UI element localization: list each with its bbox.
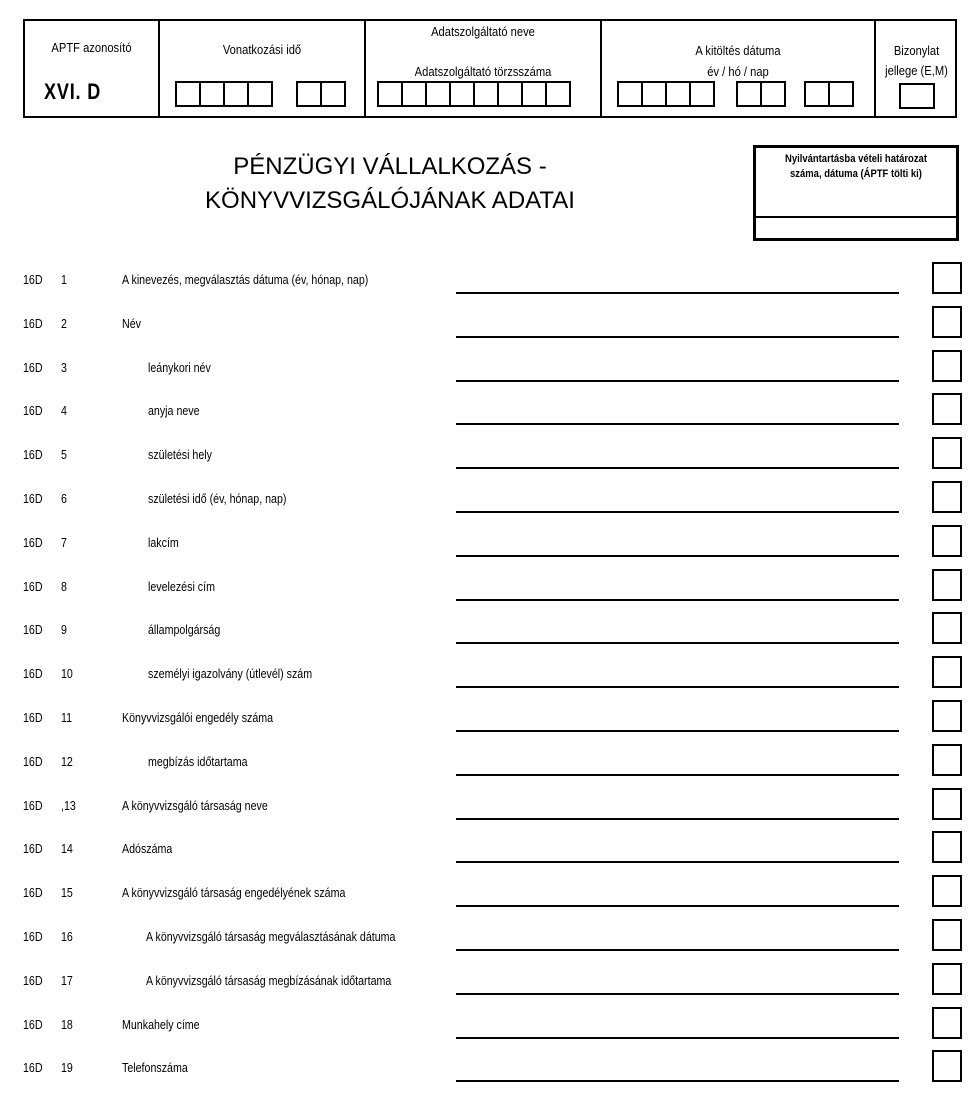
row-number: 17: [61, 972, 73, 988]
row-answer-line[interactable]: [456, 1080, 899, 1082]
fill-date-year-boxes[interactable]: [617, 81, 713, 107]
row-number: 10: [61, 666, 73, 682]
row-label: állampolgárság: [148, 622, 221, 638]
row-number: 18: [61, 1016, 73, 1032]
aptf-label: APTF azonosító: [51, 40, 132, 55]
form-row: [0, 700, 978, 744]
form-row: [0, 612, 978, 656]
row-number: 14: [61, 841, 73, 857]
doc-type-box[interactable]: [899, 83, 933, 109]
row-label: Telefonszáma: [122, 1060, 188, 1076]
registration-divider: [756, 216, 956, 218]
row-checkbox[interactable]: [932, 788, 962, 820]
form-row: [0, 788, 978, 832]
form-row: [0, 262, 978, 306]
row-checkbox[interactable]: [932, 481, 962, 513]
row-code: 16D: [23, 929, 43, 944]
row-label: A kinevezés, megválasztás dátuma (év, hónap, nap): [122, 272, 369, 287]
form-row: [0, 744, 978, 788]
row-label: Adószáma: [122, 841, 173, 857]
row-label: Könyvvizsgálói engedély száma: [122, 710, 274, 725]
row-code: 16D: [23, 1060, 43, 1076]
row-label: születési idő (év, hónap, nap): [148, 491, 287, 506]
row-label: A könyvvizsgáló társaság megbízásának időtartama: [146, 972, 392, 988]
row-checkbox[interactable]: [932, 306, 962, 338]
row-code: 16D: [23, 710, 43, 725]
registration-box[interactable]: [753, 145, 959, 241]
row-answer-line[interactable]: [456, 686, 899, 688]
row-checkbox[interactable]: [932, 963, 962, 995]
row-label: személyi igazolvány (útlevél) szám: [148, 666, 313, 682]
row-label: Munkahely címe: [122, 1016, 200, 1032]
fill-date-day-boxes[interactable]: [804, 81, 852, 107]
title-line-1: PÉNZÜGYI VÁLLALKOZÁS -: [233, 153, 547, 180]
form-row: [0, 437, 978, 481]
form-row: [0, 525, 978, 569]
row-checkbox[interactable]: [932, 569, 962, 601]
row-code: 16D: [23, 885, 43, 901]
row-answer-line[interactable]: [456, 511, 899, 513]
row-answer-line[interactable]: [456, 336, 899, 338]
form-row: [0, 656, 978, 700]
row-answer-line[interactable]: [456, 949, 899, 951]
row-label: lakcím: [148, 534, 179, 550]
row-answer-line[interactable]: [456, 555, 899, 557]
row-code: 16D: [23, 666, 43, 682]
row-code: 16D: [23, 491, 43, 506]
row-answer-line[interactable]: [456, 423, 899, 425]
row-checkbox[interactable]: [932, 437, 962, 469]
row-label: levelezési cím: [148, 578, 215, 594]
row-number: 15: [61, 885, 73, 901]
row-label: Név: [122, 315, 141, 331]
row-answer-line[interactable]: [456, 993, 899, 995]
row-checkbox[interactable]: [932, 1007, 962, 1039]
row-number: 3: [61, 359, 67, 375]
row-label: A könyvvizsgáló társaság neve: [122, 797, 268, 813]
row-checkbox[interactable]: [932, 525, 962, 557]
row-answer-line[interactable]: [456, 1037, 899, 1039]
row-checkbox[interactable]: [932, 612, 962, 644]
row-answer-line[interactable]: [456, 642, 899, 644]
page-title: [190, 150, 590, 218]
row-checkbox[interactable]: [932, 875, 962, 907]
form-row: [0, 875, 978, 919]
row-code: 16D: [23, 753, 43, 769]
aptf-cell: [25, 21, 160, 116]
registration-text: [770, 152, 942, 182]
row-answer-line[interactable]: [456, 380, 899, 382]
row-checkbox[interactable]: [932, 919, 962, 951]
row-answer-line[interactable]: [456, 905, 899, 907]
vonatkozasi-month-boxes[interactable]: [296, 81, 344, 107]
row-checkbox[interactable]: [932, 656, 962, 688]
row-number: 5: [61, 447, 67, 463]
fill-date-format: év / hó / nap: [707, 64, 769, 79]
row-checkbox[interactable]: [932, 350, 962, 382]
doc-type-label: Bizonylat: [893, 43, 940, 58]
row-number: 12: [61, 753, 73, 769]
row-number: 19: [61, 1060, 73, 1076]
row-label: leánykori név: [148, 359, 211, 375]
row-answer-line[interactable]: [456, 774, 899, 776]
form-row: [0, 306, 978, 350]
provider-cell: [366, 21, 602, 116]
form-row: [0, 569, 978, 613]
row-code: 16D: [23, 1016, 43, 1032]
row-checkbox[interactable]: [932, 1050, 962, 1082]
form-row: [0, 963, 978, 1007]
row-label: A könyvvizsgáló társaság engedélyének száma: [122, 885, 346, 901]
row-code: 16D: [23, 622, 43, 638]
vonatkozasi-year-boxes[interactable]: [175, 81, 271, 107]
doc-type-sub: jellege (E,M): [885, 63, 948, 78]
row-code: 16D: [23, 315, 43, 331]
row-code: 16D: [23, 972, 43, 988]
row-number: 16: [61, 929, 73, 944]
form-row: [0, 831, 978, 875]
row-code: 16D: [23, 272, 43, 287]
row-label: A könyvvizsgáló társaság megválasztásának dátuma: [146, 929, 396, 944]
row-answer-line[interactable]: [456, 730, 899, 732]
row-number: 8: [61, 578, 67, 594]
provider-name-label: Adatszolgáltató neve: [431, 24, 535, 39]
aptf-value: XVI. D: [44, 79, 102, 104]
row-answer-line[interactable]: [456, 292, 899, 294]
form-row: [0, 350, 978, 394]
row-code: 16D: [23, 447, 43, 463]
row-code: 16D: [23, 578, 43, 594]
row-code: 16D: [23, 841, 43, 857]
form-row: [0, 1007, 978, 1051]
row-label: anyja neve: [148, 403, 200, 419]
row-code: 16D: [23, 359, 43, 375]
fill-date-month-boxes[interactable]: [736, 81, 784, 107]
row-answer-line[interactable]: [456, 599, 899, 601]
vonatkozasi-label: Vonatkozási idő: [222, 42, 302, 57]
row-checkbox[interactable]: [932, 831, 962, 863]
row-code: 16D: [23, 797, 43, 813]
row-checkbox[interactable]: [932, 262, 962, 294]
row-label: születési hely: [148, 447, 212, 463]
form-row: [0, 481, 978, 525]
title-line-2: KÖNYVVIZSGÁLÓJÁNAK ADATAI: [205, 187, 575, 214]
row-number: 6: [61, 491, 67, 506]
row-number: ,13: [61, 797, 76, 813]
row-answer-line[interactable]: [456, 861, 899, 863]
doc-type-cell: [876, 21, 957, 116]
provider-id-label: Adatszolgáltató törzsszáma: [414, 64, 552, 79]
fill-date-cell: [602, 21, 876, 116]
form-row: [0, 393, 978, 437]
row-number: 11: [61, 710, 73, 725]
row-answer-line[interactable]: [456, 467, 899, 469]
registration-line-1: Nyilvántartásba vételi határozat: [785, 153, 927, 165]
row-checkbox[interactable]: [932, 700, 962, 732]
fill-date-label: A kitöltés dátuma: [695, 43, 781, 58]
provider-id-boxes[interactable]: [377, 81, 569, 107]
row-number: 4: [61, 403, 67, 419]
row-checkbox[interactable]: [932, 393, 962, 425]
row-number: 1: [61, 272, 67, 287]
form-header: [23, 19, 957, 118]
form-row: [0, 1050, 978, 1094]
row-code: 16D: [23, 534, 43, 550]
vonatkozasi-cell: [160, 21, 366, 116]
row-number: 7: [61, 534, 67, 550]
row-code: 16D: [23, 403, 43, 419]
row-number: 2: [61, 315, 67, 331]
registration-line-2: száma, dátuma (ÁPTF tölti ki): [790, 168, 922, 180]
row-answer-line[interactable]: [456, 818, 899, 820]
row-label: megbízás időtartama: [148, 753, 248, 769]
row-number: 9: [61, 622, 67, 638]
row-checkbox[interactable]: [932, 744, 962, 776]
form-row: [0, 919, 978, 963]
